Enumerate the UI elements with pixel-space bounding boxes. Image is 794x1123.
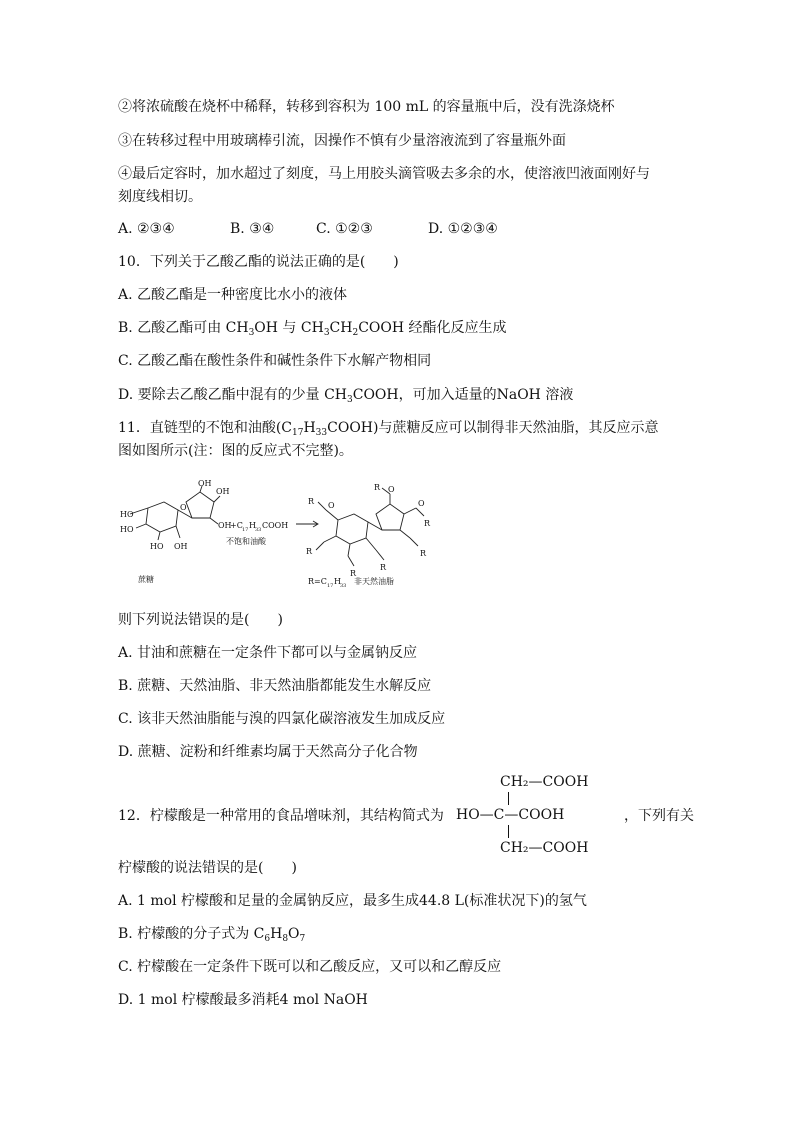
q12-option-d: D. 1 mol 柠檬酸最多消耗4 mol NaOH bbox=[118, 992, 368, 1008]
q11-option-d: D. 蔗糖、淀粉和纤维素均属于天然高分子化合物 bbox=[118, 744, 418, 760]
q12-stem: 12．柠檬酸是一种常用的食品增味剂，其结构简式为 bbox=[118, 808, 444, 824]
q11-stem: 11．直链型的不饱和油酸$(C_{17}H_{33}COOH)$与蔗糖反应可以制得非天然油脂，其反应示意 bbox=[118, 420, 659, 438]
q9-option-d: D. ①②③④ bbox=[428, 221, 498, 237]
svg-text:R=C: R=C bbox=[308, 577, 327, 586]
svg-text:O: O bbox=[180, 503, 187, 512]
q9-option-a: A. ②③④ bbox=[118, 221, 175, 237]
formula-middle: HO—C—COOH bbox=[456, 807, 565, 823]
q9-options bbox=[118, 219, 498, 239]
svg-text:17: 17 bbox=[242, 527, 249, 533]
product-label: 非天然油脂 bbox=[354, 577, 394, 586]
q9-statement-2: ②将浓硫酸在烧杯中稀释，转移到容积为 100 mL 的容量瓶中后，没有洗涤烧杯 bbox=[118, 99, 615, 115]
q9-option-b: B. ③④ bbox=[230, 221, 275, 237]
q11-stem-cont: 图如图所示(注：图的反应式不完整)。 bbox=[118, 443, 353, 459]
svg-text:OH: OH bbox=[216, 487, 230, 496]
svg-text:R: R bbox=[420, 549, 427, 558]
q11-reaction-diagram bbox=[118, 480, 438, 588]
formula-bottom: CH₂—COOH bbox=[500, 840, 589, 856]
formula-top: CH₂—COOH bbox=[500, 774, 589, 790]
q10-option-d: D. 要除去乙酸乙酯中混有的少量 $CH_3COOH$，可加入适量的NaOH 溶液 bbox=[118, 387, 574, 405]
svg-text:O: O bbox=[388, 485, 395, 494]
svg-text:H: H bbox=[334, 577, 341, 586]
sucrose-label: 蔗糖 bbox=[138, 575, 154, 584]
svg-text:+C: +C bbox=[230, 521, 243, 530]
q12-stem-tail: ，下列有关 bbox=[624, 808, 694, 824]
svg-text:OH: OH bbox=[198, 480, 212, 488]
svg-text:33: 33 bbox=[340, 583, 347, 588]
svg-text:R: R bbox=[374, 483, 381, 492]
q12-option-b: B. 柠檬酸的分子式为 $C_6H_8O_7$ bbox=[118, 926, 306, 944]
svg-text:33: 33 bbox=[255, 527, 262, 533]
svg-text:HO: HO bbox=[150, 542, 164, 551]
svg-text:R: R bbox=[424, 519, 431, 528]
svg-text:O: O bbox=[328, 501, 335, 510]
q9-statement-4-cont: 刻度线相切。 bbox=[118, 189, 202, 205]
q9-statement-3: ③在转移过程中用玻璃棒引流，因操作不慎有少量溶液流到了容量瓶外面 bbox=[118, 133, 566, 149]
svg-text:OH: OH bbox=[174, 542, 188, 551]
svg-text:R: R bbox=[306, 547, 313, 556]
q10-option-b: B. 乙酸乙酯可由 $CH_3OH$ 与 $CH_3CH_2COOH$ 经酯化反应生成 bbox=[118, 320, 507, 338]
q10-option-a: A. 乙酸乙酯是一种密度比水小的液体 bbox=[118, 287, 348, 303]
svg-text:不饱和油酸: 不饱和油酸 bbox=[226, 537, 266, 546]
svg-text:HO: HO bbox=[120, 525, 134, 534]
q11-option-b: B. 蔗糖、天然油脂、非天然油脂都能发生水解反应 bbox=[118, 678, 432, 694]
svg-text:O: O bbox=[418, 499, 425, 508]
q10-stem: 10．下列关于乙酸乙酯的说法正确的是( ) bbox=[118, 254, 399, 270]
svg-text:R: R bbox=[308, 497, 315, 506]
svg-text:R: R bbox=[380, 563, 387, 572]
q12-option-c: C. 柠檬酸在一定条件下既可以和乙酸反应，又可以和乙醇反应 bbox=[118, 959, 502, 975]
q11-option-a: A. 甘油和蔗糖在一定条件下都可以与金属钠反应 bbox=[118, 645, 418, 661]
svg-text:H: H bbox=[249, 521, 256, 530]
svg-text:17: 17 bbox=[327, 583, 334, 588]
q10-option-c: C. 乙酸乙酯在酸性条件和碱性条件下水解产物相同 bbox=[118, 353, 432, 369]
q12-stem-cont: 柠檬酸的说法错误的是( ) bbox=[118, 860, 297, 876]
svg-text:OH: OH bbox=[218, 521, 232, 530]
q11-option-c: C. 该非天然油脂能与溴的四氯化碳溶液发生加成反应 bbox=[118, 711, 446, 727]
svg-text:COOH: COOH bbox=[262, 521, 289, 530]
svg-text:HO: HO bbox=[120, 510, 134, 519]
citric-acid-formula bbox=[456, 772, 606, 862]
q12-option-a: A. 1 mol 柠檬酸和足量的金属钠反应，最多生成44.8 L(标准状况下)的氢气 bbox=[118, 893, 587, 909]
svg-text:R: R bbox=[350, 569, 357, 578]
q9-option-c: C. ①②③ bbox=[316, 221, 373, 237]
q11-sub-stem: 则下列说法错误的是( ) bbox=[118, 612, 283, 628]
q9-statement-4: ④最后定容时，加水超过了刻度，马上用胶头滴管吸去多余的水，使溶液凹液面刚好与 bbox=[118, 166, 650, 182]
